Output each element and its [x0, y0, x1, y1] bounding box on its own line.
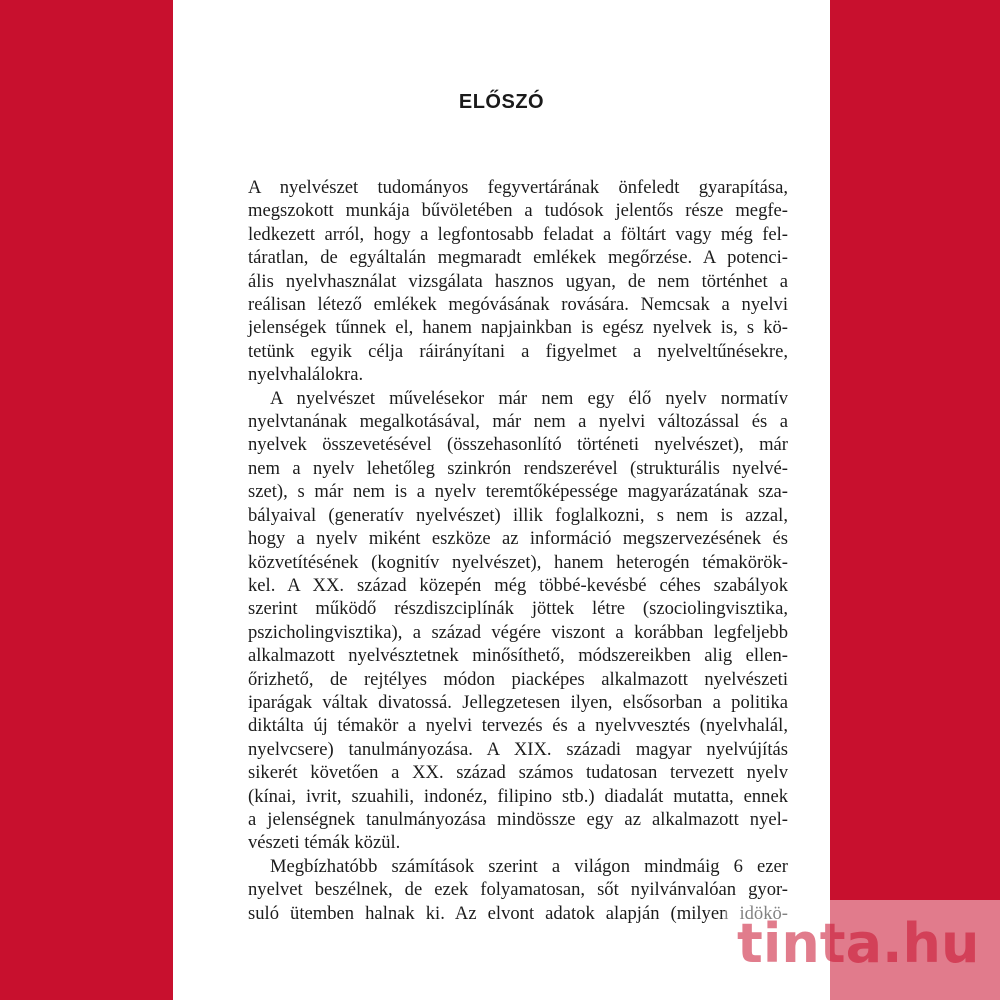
text-line: kel. A XX. század közepén még többé-kevésbé céhes szabályok — [248, 574, 788, 596]
text-line: szerint működő részdiszciplínák jöttek létre (szociolingvisztika, — [248, 598, 788, 620]
text-line: közvetítésének (kognitív nyelvészet), hanem heterogén témakörök- — [248, 551, 788, 573]
text-line: sikerét követően a XX. század számos tudatosan tervezett nyelv — [248, 762, 788, 784]
body-text — [248, 176, 788, 925]
page-title: ELŐSZÓ — [458, 91, 545, 113]
text-line: ális nyelvhasználat vizsgálata hasznos ugyan, de nem történhet a — [248, 270, 788, 292]
text-line: suló ütemben halnak ki. Az elvont adatok alapján (milyen idökö- — [248, 902, 788, 924]
text-line: táratlan, de egyáltalán megmaradt emlékek megőrzése. A potenci- — [248, 247, 788, 269]
text-line: nyelvek összevetésével (összehasonlító történeti nyelvészet), már — [248, 434, 788, 456]
text-line: tetünk egyik célja ráirányítani a figyelmet a nyelveltűnésekre, — [248, 340, 788, 362]
text-line: hogy a nyelv miként eszköze az információ megszervezésének és — [248, 528, 788, 550]
text-line: Megbízhatóbb számítások szerint a világon mindmáig 6 ezer — [270, 855, 788, 877]
text-line: nyelvet beszélnek, de ezek folyamatosan, sőt nyilvánvalóan gyor- — [248, 879, 788, 901]
text-line: jelenségek tűnnek el, hanem napjainkban is egész nyelvek is, s kö- — [248, 317, 788, 339]
text-line: nyelvtanának megalkotásával, már nem a nyelvi változással és a — [248, 411, 788, 433]
book-page — [173, 0, 830, 1000]
text-line: nyelvhalálokra. — [248, 364, 364, 386]
text-line: a jelenségnek tanulmányozása mindössze egy az alkalmazott nyel- — [248, 808, 788, 830]
text-line: megszokott munkája bűvöletében a tudósok jelentős része megfe- — [248, 200, 788, 222]
text-line: alkalmazott nyelvésztetnek minősíthető, módszereikben alig ellen- — [248, 645, 788, 667]
text-line: (kínai, ivrit, szuahili, indonéz, filipino stb.) diadalát mutatta, ennek — [248, 785, 788, 807]
text-line: őrizhető, de rejtélyes módon piacképes alkalmazott nyelvészeti — [248, 668, 788, 690]
text-line: bályaival (generatív nyelvészet) illik foglalkozni, s nem is azzal, — [248, 504, 788, 526]
text-line: A nyelvészet művelésekor már nem egy élő nyelv normatív — [270, 387, 788, 409]
text-line: diktálta új témakör a nyelvi tervezés és a nyelvvesztés (nyelvhalál, — [248, 715, 788, 737]
text-line: szet), s már nem is a nyelv teremtőképessége magyarázatának sza- — [248, 481, 788, 503]
text-line: reálisan létező emlékek megóvásának rovására. Nemcsak a nyelvi — [248, 294, 788, 316]
text-line: nem a nyelv lehetőleg szinkrón rendszerével (strukturális nyelvé- — [248, 457, 788, 479]
text-line: pszicholingvisztika), a század végére viszont a korábban legfeljebb — [248, 621, 788, 643]
watermark-logo-text: tinta.hu — [737, 912, 980, 975]
text-line: vészeti témák közül. — [248, 832, 401, 854]
text-line: A nyelvészet tudományos fegyvertárának önfeledt gyarapítása, — [248, 177, 788, 198]
text-line: ledkezett arról, hogy a legfontosabb feladat a föltárt vagy még fel- — [248, 223, 788, 245]
text-line: nyelvcsere) tanulmányozása. A XIX. századi magyar nyelvújítás — [248, 738, 788, 760]
text-line: iparágak váltak divatossá. Jellegzetesen ilyen, elsősorban a politika — [248, 691, 788, 713]
